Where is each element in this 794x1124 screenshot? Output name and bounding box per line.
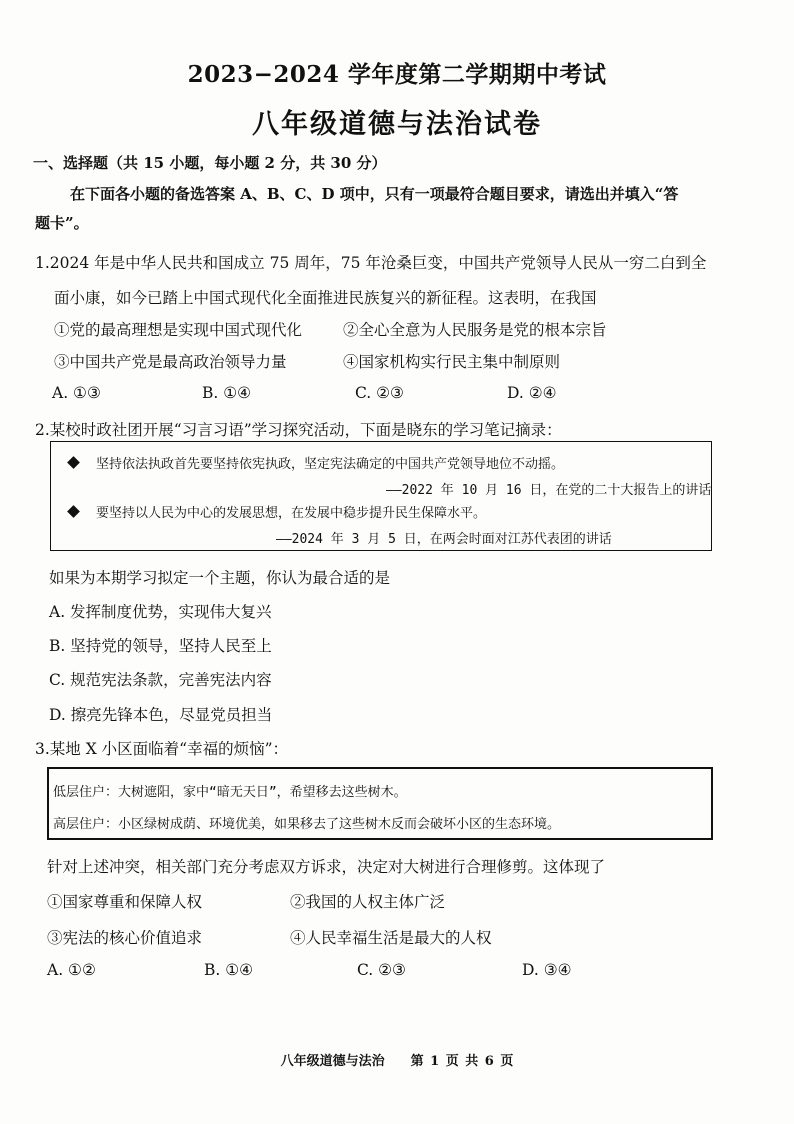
quote-1-source: ——2022 年 10 月 16 日，在党的二十大报告上的讲话 [386,483,712,498]
q3-item-3: ③宪法的核心价值追求 [47,929,203,947]
instruction-line-1: 在下面各小题的备选答案 A、B、C、D 项中，只有一项最符合题目要求，请选出并填入“答 [70,185,679,203]
q1-stem-line-2: 面小康，如今已踏上中国式现代化全面推进民族复兴的新征程。这表明，在我国 [54,289,597,307]
q1-option-c: C. ②③ [355,384,404,402]
q3-item-4: ④人民幸福生活是最大的人权 [290,929,492,947]
q3-question: 针对上述冲突，相关部门充分考虑双方诉求，决定对大树进行合理修剪。这体现了 [47,858,606,876]
quote-2-source: ——2024 年 3 月 5 日，在两会时面对江苏代表团的讲话 [276,532,612,547]
q2-option-b: B. 坚持党的领导，坚持人民至上 [49,637,272,655]
q3-stem: 3.某地 X 小区面临着“幸福的烦恼”： [35,740,289,758]
q3-item-1: ①国家尊重和保障人权 [47,893,203,911]
instruction-line-2: 题卡”。 [35,214,89,232]
q3-option-d: D. ③④ [522,961,572,979]
q1-option-b: B. ①④ [202,384,252,402]
q3-item-2: ②我国的人权主体广泛 [290,893,446,911]
q1-item-1: ①党的最高理想是实现中国式现代化 [54,321,303,339]
q1-option-d: D. ②④ [507,384,557,402]
exam-subtitle: 八年级道德与法治试卷 [252,109,542,140]
q1-stem-line-1: 1.2024 年是中华人民共和国成立 75 周年，75 年沧桑巨变，中国共产党领导人民从一穷二白到全 [35,254,707,272]
q2-option-c: C. 规范宪法条款，完善宪法内容 [49,671,272,689]
q1-item-3: ③中国共产党是最高政治领导力量 [54,353,287,371]
q2-option-a: A. 发挥制度优势，实现伟大复兴 [49,603,272,621]
q1-item-2: ②全心全意为人民服务是党的根本宗旨 [343,321,607,339]
q1-option-a: A. ①③ [52,384,101,402]
quote-1: 坚持依法执政首先要坚持依宪执政，坚定宪法确定的中国共产党领导地位不动摇。 [96,457,565,472]
q2-question: 如果为本期学习拟定一个主题，你认为最合适的是 [49,569,391,587]
quote-2: 要坚持以人民为中心的发展思想，在发展中稳步提升民生保障水平。 [96,506,487,521]
q2-option-d: D. 擦亮先锋本色，尽显党员担当 [49,706,273,724]
exam-title: 2023−2024 学年度第二学期期中考试 [187,61,607,88]
scenario-line-2: 高层住户：小区绿树成荫、环境优美，如果移去了这些树木反而会破坏小区的生态环境。 [53,817,561,832]
q1-item-4: ④国家机构实行民主集中制原则 [343,353,561,371]
q2-stem: 2.某校时政社团开展“习言习语”学习探究活动，下面是晓东的学习笔记摘录： [35,421,562,439]
scenario-line-1: 低层住户：大树遮阳，家中“暗无天日”，希望移去这些树木。 [53,785,407,800]
q3-option-a: A. ①② [47,961,96,979]
q3-option-b: B. ①④ [204,961,254,979]
section-heading: 一、选择题（共 15 小题，每小题 2 分，共 30 分） [33,154,387,172]
q3-option-c: C. ②③ [357,961,406,979]
page-footer: 八年级道德与法治 第 1 页 共 6 页 [280,1054,514,1069]
